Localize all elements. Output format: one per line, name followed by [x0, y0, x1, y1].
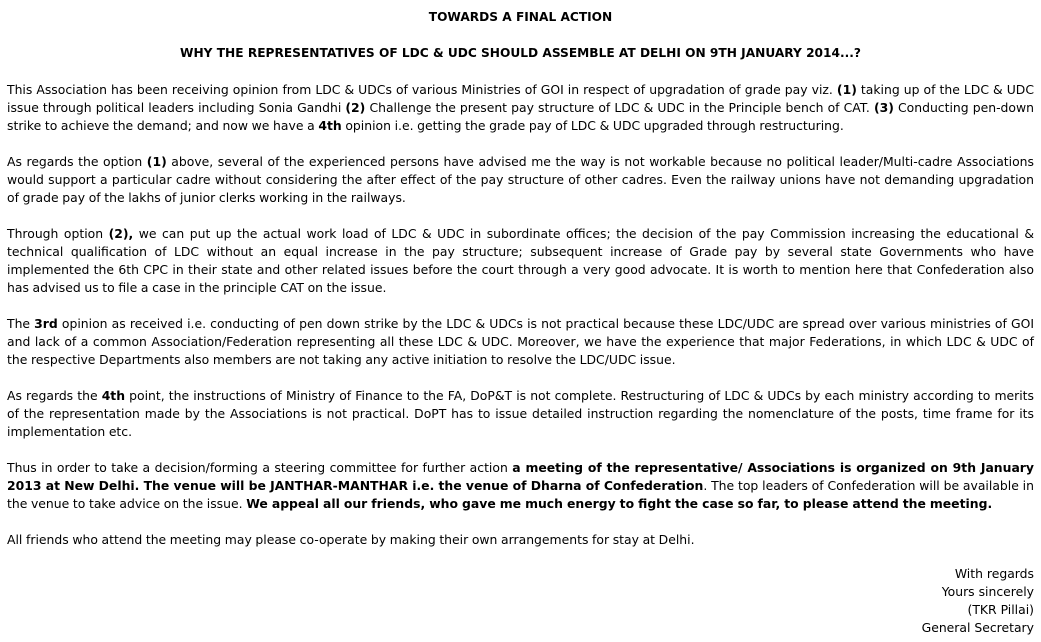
signature-block [922, 565, 1034, 637]
signature-closing: Yours sincerely [941, 584, 1034, 599]
signature-name: (TKR Pillai) [967, 602, 1034, 617]
document-subtitle: WHY THE REPRESENTATIVES OF LDC & UDC SHOULD ASSEMBLE AT DELHI ON 9TH JANUARY 2014...? [180, 46, 861, 60]
paragraph-meeting: Thus in order to take a decision/forming a steering committee for further action a meeting of the representative/ Associations is organized on 9th January 2013 at New Delhi. The venue will be JANTHAR-MANTHAR i.e. the venue of Dharna of Confederation. The top leaders of Confederation will be available in the venue to take advice on the issue. We appeal all our friends, who gave me much energy to fight the case so far, to please attend the meeting. [7, 460, 1034, 511]
paragraph-arrangements: All friends who attend the meeting may please co-operate by making their own arrangements for stay at Delhi. [7, 532, 695, 547]
paragraph-option-2: Through option (2), we can put up the actual work load of LDC & UDC in subordinate offices; the decision of the pay Commission increasing the educational & technical qualification of LDC without an equal increase in the pay structure; subsequent increase of Grade pay by several state Governments who have implemented the 6th CPC in their state and other related issues before the court through a very good advocate. It is worth to mention here that Confederation also has advised us to file a case in the principle CAT on the issue. [7, 226, 1034, 295]
signature-regards: With regards [954, 566, 1034, 581]
paragraph-option-4: As regards the 4th point, the instructions of Ministry of Finance to the FA, DoP&T is not complete. Restructuring of LDC & UDCs by each ministry according to merits of the representation made by the Associations is not practical. DoPT has to issue detailed instruction regarding the nomenclature of the posts, time frame for its implementation etc. [7, 388, 1034, 439]
document-title: TOWARDS A FINAL ACTION [428, 10, 613, 24]
paragraph-option-1: As regards the option (1) above, several of the experienced persons have advised me the way is not workable because no political leader/Multi-cadre Associations would support a particular cadre without considering the after effect of the pay structure of other cadres. Even the railway unions have not demanding upgradation of grade pay of the lakhs of junior clerks working in the railways. [7, 154, 1034, 205]
document [7, 0, 1034, 549]
signature-designation: General Secretary [921, 620, 1034, 635]
paragraph-option-3: The 3rd opinion as received i.e. conducting of pen down strike by the LDC & UDCs is not practical because these LDC/UDC are spread over various ministries of GOI and lack of a common Association/Federation representing all these LDC & UDC. Moreover, we have the experience that major Federations, in which LDC & UDC of the respective Departments also members are not taking any active initiation to resolve the LDC/UDC issue. [7, 316, 1034, 367]
paragraph-options: This Association has been receiving opinion from LDC & UDCs of various Ministries of GOI in respect of upgradation of grade pay viz. (1) taking up of the LDC & UDC issue through political leaders including Sonia Gandhi (2) Challenge the present pay structure of LDC & UDC in the Principle bench of CAT. (3) Conducting pen-down strike to achieve the demand; and now we have a 4th opinion i.e. getting the grade pay of LDC & UDC upgraded through restructuring. [7, 82, 1034, 133]
